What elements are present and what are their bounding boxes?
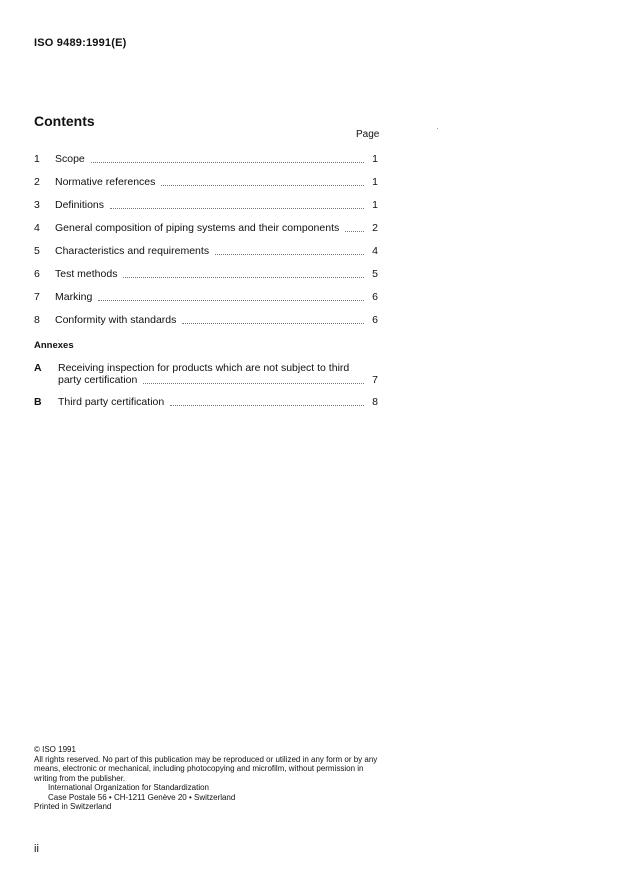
toc-entry-characteristics[interactable] <box>34 243 378 257</box>
document-id: ISO 9489:1991(E) <box>34 37 127 49</box>
printed-in: Printed in Switzerland <box>34 802 112 811</box>
toc-entry-page: 1 <box>372 176 378 188</box>
toc-entry-label: Characteristics and requirements <box>55 245 210 257</box>
dot-leader <box>215 253 364 255</box>
toc-entry-normative-references[interactable] <box>34 174 378 188</box>
rights-statement: All rights reserved. No part of this publication may be reproduced or utilized in any form or by any means, electronic or mechanical, including photocopying and microfilm, without permission in writing from the publisher. <box>34 754 378 783</box>
toc-entry-label: Conformity with standards <box>55 314 177 326</box>
toc-entry-scope[interactable] <box>34 151 378 165</box>
dot-leader <box>170 404 364 406</box>
toc-entry-definitions[interactable] <box>34 197 378 211</box>
annex-entry-b[interactable] <box>34 396 378 408</box>
toc-entry-page: 1 <box>372 199 378 211</box>
dot-leader <box>123 276 364 278</box>
toc-entry-number: 7 <box>34 291 40 303</box>
toc-entry-label: General composition of piping systems and their components <box>55 222 340 234</box>
toc-entry-page: 6 <box>372 314 378 326</box>
annexes-heading: Annexes <box>34 340 74 351</box>
annex-entry-a[interactable] <box>34 362 378 386</box>
toc-entry-label: Marking <box>55 291 93 303</box>
dot-leader <box>110 207 364 209</box>
scan-speck <box>437 128 438 129</box>
toc-entry-label: Scope <box>55 153 85 165</box>
toc-entry-marking[interactable] <box>34 289 378 303</box>
toc-entry-number: 4 <box>34 222 40 234</box>
toc-entry-conformity[interactable] <box>34 312 378 326</box>
dot-leader <box>98 299 364 301</box>
toc-entry-page: 5 <box>372 268 378 280</box>
dot-leader <box>143 382 364 384</box>
page-number: ii <box>34 843 39 855</box>
toc-entry-page: 1 <box>372 153 378 165</box>
annex-page: 7 <box>372 374 378 386</box>
annex-letter: B <box>34 396 42 408</box>
dot-leader <box>182 322 364 324</box>
dot-leader <box>91 161 364 163</box>
org-address: Case Postale 56 • CH-1211 Genève 20 • Switzerland <box>48 792 236 802</box>
toc-entry-number: 3 <box>34 199 40 211</box>
toc-entry-number: 6 <box>34 268 40 280</box>
toc-entry-label: Normative references <box>55 176 156 188</box>
toc-entry-label: Test methods <box>55 268 118 280</box>
copyright-line: © ISO 1991 <box>34 745 76 754</box>
org-name: International Organization for Standardization <box>48 783 209 792</box>
toc-entry-page: 2 <box>372 222 378 234</box>
toc-entry-test-methods[interactable] <box>34 266 378 280</box>
annex-title-line: Receiving inspection for products which are not subject to third <box>58 362 350 374</box>
annex-page: 8 <box>372 396 378 408</box>
annex-title-line: party certification <box>58 374 138 386</box>
toc-entry-page: 4 <box>372 245 378 257</box>
dot-leader <box>161 184 364 186</box>
toc-entry-label: Definitions <box>55 199 105 211</box>
dot-leader <box>345 230 364 232</box>
page-column-header: Page <box>356 129 380 140</box>
annex-letter: A <box>34 362 42 374</box>
toc-entry-general-composition[interactable] <box>34 220 378 234</box>
toc-entry-number: 8 <box>34 314 40 326</box>
contents-title: Contents <box>34 113 95 129</box>
toc-entry-number: 2 <box>34 176 40 188</box>
copyright-notice <box>34 745 380 812</box>
toc-entry-number: 1 <box>34 153 40 165</box>
toc-entry-page: 6 <box>372 291 378 303</box>
annex-title-line: Third party certification <box>58 396 165 408</box>
toc-entry-number: 5 <box>34 245 40 257</box>
